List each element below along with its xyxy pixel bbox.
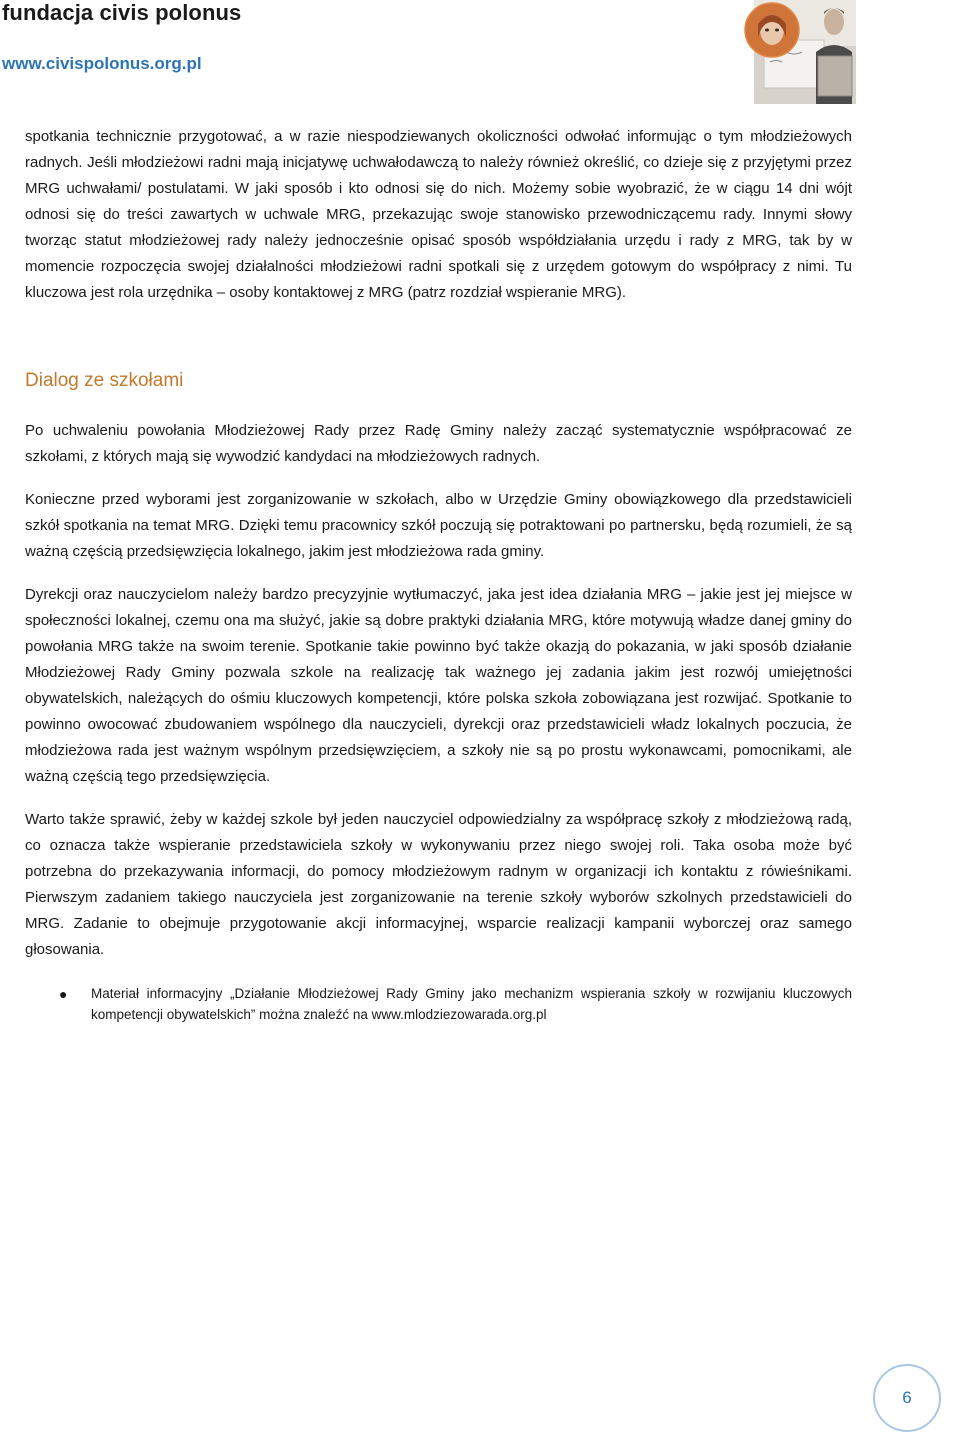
- intro-paragraph: spotkania technicznie przygotować, a w razie niespodziewanych okoliczności odwołać informując o tym młodzieżowych radnych. Jeśli młodzieżowi radni mają inicjatywę uchwałodawczą to należy również określić, co dzieje się z przyjętymi przez MRG uchwałami/ postulatami. W jaki sposób i kto odnosi się do nich. Możemy sobie wyobrazić, że w ciągu 14 dni wójt odnosi się do treści zawartych w uchwale MRG, przekazując swoje stanowisko przewodniczącemu rady. Innymi słowy tworząc statut młodzieżowej rady należy jednocześnie opisać sposób współdziałania urzędu i rady z MRG, tak by w momencie rozpoczęcia swojej działalności młodzieżowi radni spotkali się z urzędem gotowym do współpracy z nimi. Tu kluczowa jest rola urzędnika – osoby kontaktowej z MRG (patrz rozdział wspieranie MRG).: [25, 128, 852, 301]
- header-photo-image: [744, 0, 856, 104]
- document-body: [25, 124, 852, 1025]
- header-title: fundacja civis polonus: [2, 0, 242, 25]
- section-paragraph: Dyrekcji oraz nauczycielom należy bardzo precyzyjnie wytłumaczyć, jaka jest idea działania MRG – jakie jest jej miejsce w społeczności lokalnej, czemu ona ma służyć, jakie są dobre praktyki działania MRG, które motywują władze danej gminy do powołania MRG także na swoim terenie. Spotkanie takie powinno być także okazją do pokazania, w jaki sposób działanie Młodzieżowej Rady Gminy pozwala szkole na realizację tak ważnego jej zadania jakim jest rozwój umiejętności obywatelskich, należących do ośmiu kluczowych kompetencji, które polska szkoła zobowiązana jest rozwijać. Spotkanie to powinno owocować zbudowaniem wspólnego dla nauczycieli, dyrekcji oraz przedstawicieli władz lokalnych poczucia, że młodzieżowa rada jest ważnym wspólnym przedsięwzięciem, a szkoły nie są po prostu wykonawcami, pomocnikami, ale ważną częścią tego przedsięwzięcia.: [25, 586, 852, 785]
- page-number: 6: [902, 1388, 912, 1407]
- list-item: [25, 983, 852, 1025]
- resource-list: [25, 983, 852, 1025]
- section-paragraph: Konieczne przed wyborami jest zorganizowanie w szkołach, albo w Urzędzie Gminy obowiązkowego dla przedstawicieli szkół spotkania na temat MRG. Dzięki temu pracownicy szkół poczują się potraktowani po partnersku, będą rozumieli, że są ważną częścią przedsięwzięcia lokalnego, jakim jest młodzieżowa rada gminy.: [25, 491, 852, 560]
- bullet-icon: ●: [59, 986, 68, 1002]
- list-item-text: Materiał informacyjny „Działanie Młodzieżowej Rady Gminy jako mechanizm wspierania szkoły w rozwijaniu kluczowych kompetencji obywatelskich” można znaleźć na www.mlodziezowarada.org.pl: [91, 986, 852, 1022]
- header-url-link[interactable]: www.civispolonus.org.pl: [2, 54, 202, 73]
- section-paragraph: Warto także sprawić, żeby w każdej szkole był jeden nauczyciel odpowiedzialny za współpracę szkoły z młodzieżową radą, co oznacza także wspieranie przedstawiciela szkoły w wykonywaniu przez niego swojej roli. Taka osoba może być potrzebna do przekazywania informacji, do pomocy młodzieżowym radnym w organizacji ich kontaktu z rówieśnikami. Pierwszym zadaniem takiego nauczyciela jest zorganizowanie na terenie szkoły wyborów szkolnych przedstawicieli do MRG. Zadanie to obejmuje przygotowanie akcji informacyjnej, wsparcie realizacji kampanii wyborczej oraz samego głosowania.: [25, 811, 852, 958]
- section-heading: Dialog ze szkołami: [25, 370, 184, 391]
- page-number-badge: [873, 1364, 941, 1432]
- section-paragraph: Po uchwaleniu powołania Młodzieżowej Rady przez Radę Gminy należy zacząć systematycznie współpracować ze szkołami, z których mają się wywodzić kandydaci na młodzieżowych radnych.: [25, 422, 852, 465]
